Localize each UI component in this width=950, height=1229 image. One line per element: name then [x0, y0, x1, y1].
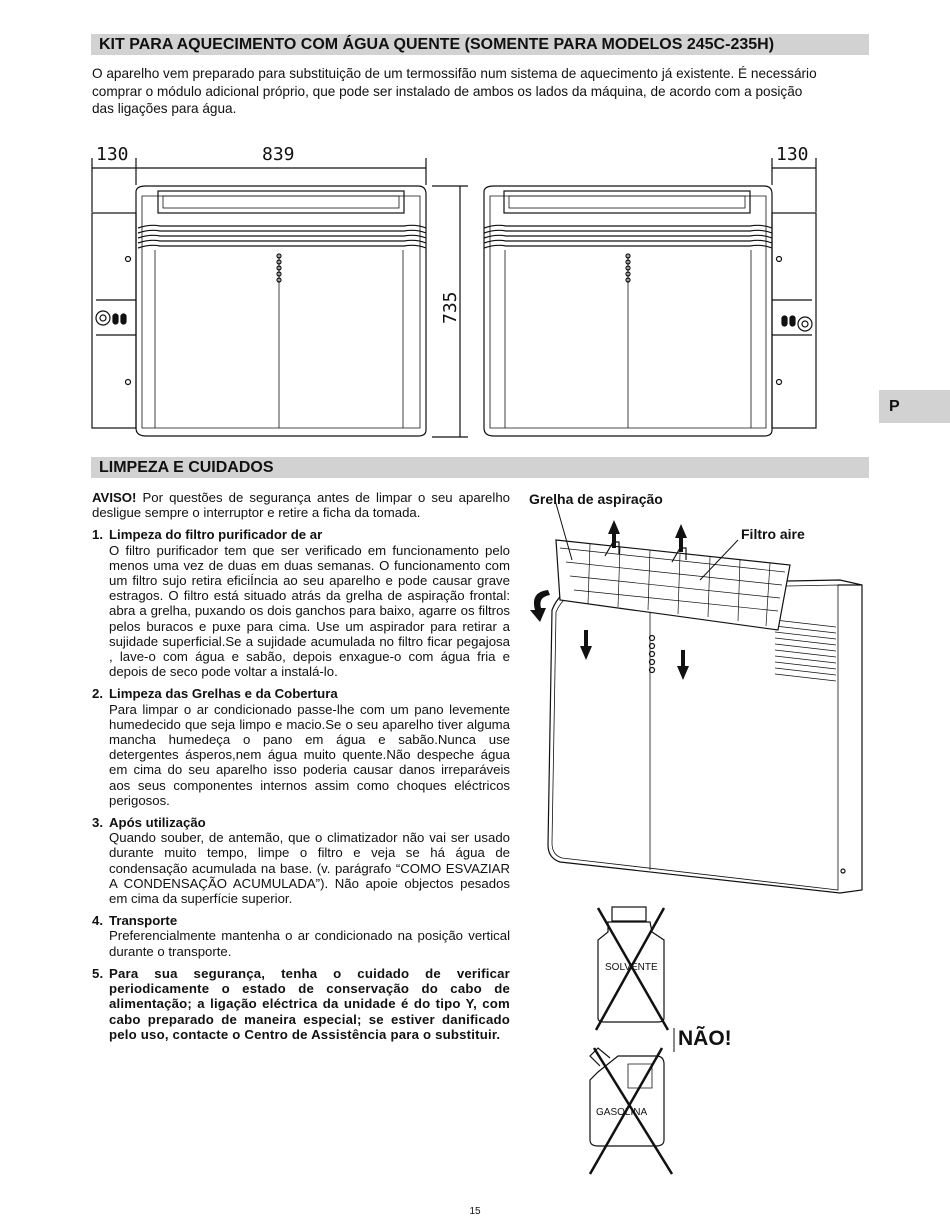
item-title: Limpeza das Grelhas e da Cobertura	[109, 686, 338, 702]
dim-height-label: 735	[440, 291, 461, 324]
warning-label: AVISO!	[92, 490, 137, 505]
dim-right-label: 130	[776, 144, 809, 165]
item-body: Para sua segurança, tenha o cuidado de verificar periodicamente o estado de conservação do cabo de alimentação; a ligação eléctrica da unidade é do tipo Y, com cabo preparado de maneira especial; se estiver danificado pelo uso, contacte o Centro de Assistência para o substituir.	[109, 965, 510, 1042]
item-body: Quando souber, de antemão, que o climatizador não vai ser usado durante muito tempo, limpe o filtro e veja se há água de condensação acumulada na base. (v. parágrafo “COMO ESVAZIAR A CONDENSAÇÃO ACUMULADA”). Não apoie objectos pesados em cima da superfície superior.	[109, 830, 510, 907]
list-item	[92, 686, 510, 808]
page-number: 15	[469, 1206, 481, 1217]
cleaning-instructions	[92, 490, 510, 1042]
warning-paragraph	[92, 490, 510, 520]
language-tab: P	[879, 390, 950, 423]
section-title-limpeza: LIMPEZA E CUIDADOS	[91, 457, 869, 478]
section-title-kit: KIT PARA AQUECIMENTO COM ÁGUA QUENTE (SOMENTE PARA MODELOS 245C-235H)	[91, 34, 869, 55]
dim-left-label: 130	[96, 144, 129, 165]
item-number: 1.	[92, 527, 103, 543]
kit-description-line-1: O aparelho vem preparado para substituição de um termossifão num sistema de aquecimento já existente. É necessário	[92, 66, 817, 81]
list-item	[92, 913, 510, 959]
gasoline-label: GASOLINA	[596, 1107, 648, 1118]
list-item	[92, 966, 510, 1042]
item-body: Para limpar o ar condicionado passe-lhe com um pano levemente humedecido que seja limpo e macio.Se o seu aparelho tiver alguma mancha humedeça o pano em água e sabão.Nunca use detergentes ásperos,nem água muito quente.Não despeche água em cima do seu aparelho isso poderia causar danos irreparáveis aos seus componentes internos assim como choques eléctricos perigosos.	[109, 701, 510, 808]
item-title: Limpeza do filtro purificador de ar	[109, 527, 323, 543]
item-number: 5.	[92, 965, 104, 981]
item-number: 2.	[92, 686, 103, 702]
item-number: 3.	[92, 815, 103, 831]
list-item	[92, 815, 510, 906]
filter-illustration	[548, 500, 862, 893]
item-body: Preferencialmente mantenha o ar condicionado na posição vertical durante o transporte.	[109, 928, 510, 959]
item-title: Transporte	[109, 913, 178, 929]
item-body: O filtro purificador tem que ser verificado em funcionamento pelo menos uma vez de duas em duas semanas. O funcionamento com um filtro sujo retira eficiÍncia ao seu aparelho e pode causar grave estragos. O filtro está situado atrás da grelha de aspiração frontal: abra a grelha, puxando os dois ganchos para baixo, agarre os filtros pelos buracos e puxe para cima. Use um aspirador para retirar a sujidade superficial.Se a sujidade acumulada no filtro ficar pegajosa , lave-o com água e sabão, depois enxague-o com água fria e depois de seco pode voltar a instalá-lo.	[109, 542, 510, 680]
list-item	[92, 527, 510, 679]
kit-description-line-2: comprar o módulo adicional próprio, que pode ser instalado de ambos os lados da máquina, de acordo com a posição	[92, 83, 803, 99]
label-filtro-aire: Filtro aire	[741, 526, 805, 542]
warning-text: Por questões de segurança antes de limpar o seu aparelho desligue sempre o interruptor e retire a ficha da tomada.	[92, 490, 510, 521]
nao-warning: NÃO!	[678, 1027, 732, 1050]
item-title: Após utilização	[109, 815, 206, 831]
item-number: 4.	[92, 913, 103, 929]
kit-description-line-3: das ligações para água.	[92, 101, 237, 116]
solvent-label: SOLVENTE	[605, 962, 658, 973]
dim-width-label: 839	[262, 144, 295, 165]
label-grelha-aspiracao: Grelha de aspiração	[529, 491, 663, 507]
